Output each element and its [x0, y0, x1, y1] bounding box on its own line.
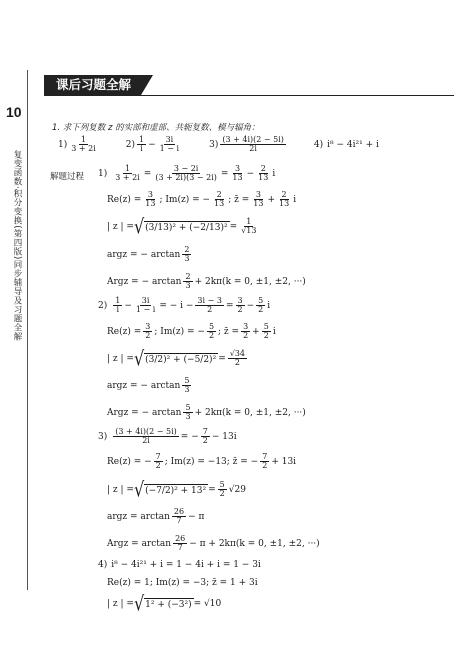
solution-4-line-3	[107, 591, 222, 616]
item-number: 3)	[209, 139, 219, 150]
math-text: argz = − arctan	[107, 380, 181, 391]
math-text: 2	[207, 305, 213, 315]
math-text: 1² + (−3²)	[145, 600, 192, 610]
fraction	[143, 323, 152, 341]
math-text: −	[246, 168, 255, 179]
math-text: ; z̄ =	[228, 194, 250, 205]
math-text: + 2kπ(k = 0, ±1, ±2, ···)	[194, 407, 306, 418]
square-root	[133, 214, 230, 239]
math-text: =	[218, 353, 226, 364]
math-text: 2i	[249, 144, 257, 154]
fraction	[182, 377, 191, 395]
fraction	[69, 136, 98, 154]
solution-4-line-2	[107, 578, 258, 588]
math-text: Re(z) = −	[107, 456, 152, 467]
fraction	[251, 191, 265, 209]
solution-1-line-4	[107, 246, 193, 264]
fraction	[228, 350, 247, 368]
math-text: 13	[214, 199, 225, 209]
math-text: +	[252, 326, 260, 337]
math-text: i	[116, 305, 120, 315]
fraction	[113, 297, 122, 315]
math-text: 5	[219, 480, 225, 489]
math-text: √34	[229, 349, 246, 358]
math-text: 26	[173, 507, 185, 516]
fraction	[172, 508, 186, 526]
math-text: 5	[184, 376, 190, 385]
math-text: 7	[177, 543, 183, 553]
math-text: 2	[237, 305, 243, 315]
question-items	[58, 136, 405, 154]
math-text: 13	[145, 199, 156, 209]
math-text: 1	[246, 217, 252, 226]
math-text: −	[246, 300, 255, 311]
math-text: − π	[188, 511, 205, 522]
solution-3-line-4	[107, 508, 204, 526]
question-item-2	[126, 136, 183, 154]
math-text: Re(z) =	[107, 194, 142, 205]
math-text: 2	[234, 358, 240, 368]
math-text: 3	[185, 281, 191, 291]
solution-2-line-3	[107, 346, 249, 371]
math-text: 5	[185, 403, 191, 412]
math-text: 3	[184, 385, 190, 395]
banner-corner	[141, 75, 153, 95]
radical-sign-icon: √	[133, 346, 145, 371]
math-text: | z | =	[107, 484, 134, 495]
math-text: =	[208, 484, 216, 495]
fraction	[239, 218, 258, 236]
fraction	[154, 453, 163, 471]
math-text: 13	[258, 173, 269, 183]
solution-3-line-3	[107, 477, 246, 502]
solution-4-line-1	[98, 560, 261, 570]
math-text: 3 + 2i	[71, 144, 96, 154]
math-text: 3	[234, 164, 241, 173]
math-text: 7	[202, 427, 208, 436]
math-text: √29	[228, 484, 246, 495]
math-text: Re(z) = 1; Im(z) = −3; z̄ = 1 + 3i	[107, 578, 258, 588]
solution-2-line-1	[98, 297, 270, 315]
item-number: 4)	[313, 139, 324, 150]
fraction	[207, 323, 216, 341]
math-text: i	[272, 168, 276, 179]
fraction	[218, 481, 227, 499]
fraction	[230, 165, 244, 183]
solution-3-line-2	[107, 453, 296, 471]
math-text: 13	[253, 199, 264, 209]
math-text: Argz = arctan	[107, 538, 172, 549]
math-text: 5	[258, 296, 264, 305]
math-text: ; Im(z) = −	[159, 194, 211, 205]
math-text: + 2kπ(k = 0, ±1, ±2, ···)	[194, 276, 306, 287]
math-text: 3	[145, 322, 151, 331]
math-text: 3	[243, 322, 249, 331]
book-title: 复变函数·积分变换(第四版)同步辅导及习题全解	[12, 150, 22, 341]
fraction	[256, 297, 265, 315]
math-text: 3i	[141, 296, 150, 305]
math-text: 7	[262, 452, 268, 461]
math-text: =	[229, 221, 238, 232]
fraction	[195, 297, 224, 315]
solution-3-line-1	[98, 428, 237, 446]
solution-1-line-3	[107, 214, 260, 239]
math-text: 3	[237, 296, 243, 305]
math-text: 1 − i	[135, 305, 156, 315]
question-item-4	[314, 140, 379, 150]
fraction	[173, 535, 187, 553]
math-text: argz = − arctan	[107, 249, 181, 260]
math-text: 5	[263, 322, 269, 331]
solution-1-line-1	[98, 165, 275, 183]
math-text: | z | =	[107, 221, 134, 232]
math-text: 4)	[98, 560, 108, 570]
solution-2-line-4	[107, 377, 193, 395]
math-text: 1	[124, 164, 131, 173]
item-number: 1)	[58, 139, 68, 150]
math-text: 3i	[165, 135, 174, 144]
fraction	[260, 453, 269, 471]
math-text: 2	[145, 331, 151, 341]
math-text: argz = arctan	[107, 511, 170, 522]
math-text: | z | =	[107, 353, 134, 364]
math-text: 3 + 2i	[115, 173, 140, 183]
fraction	[256, 165, 270, 183]
question-item-3	[209, 136, 288, 154]
solution-2-line-2	[107, 323, 276, 341]
math-text: (3/13)² + (−2/13)²	[145, 222, 228, 233]
page-number: 10	[6, 104, 22, 120]
solution-1-line-2	[107, 191, 296, 209]
square-root	[133, 591, 194, 616]
math-text: 2	[208, 331, 215, 341]
fraction	[183, 404, 192, 422]
math-text: 2	[185, 272, 191, 281]
fraction	[143, 191, 157, 209]
fraction	[241, 323, 250, 341]
fraction	[153, 165, 219, 183]
math-text: 5	[208, 322, 215, 331]
math-text: 2	[216, 190, 222, 199]
math-text: 3)	[98, 431, 108, 442]
math-text: (3 + 4i)(2 − 5i)	[222, 135, 284, 144]
math-text: 2	[184, 245, 190, 254]
math-text: 2	[258, 305, 264, 315]
math-text: 2	[262, 461, 268, 471]
math-text: 3 − 2i	[173, 164, 199, 173]
math-text: 1 − i	[159, 144, 180, 154]
math-text: 1)	[98, 168, 108, 179]
math-text: =	[220, 168, 229, 179]
math-text: i	[293, 194, 297, 205]
math-text: 2	[281, 190, 287, 199]
question-item-1	[58, 136, 100, 154]
fraction	[134, 297, 157, 315]
math-text: ; Im(z) = −13; z̄ = −	[164, 456, 259, 467]
math-text: −	[124, 300, 132, 311]
math-text: = − i −	[159, 300, 194, 311]
math-text: 1	[139, 135, 145, 144]
item-number: 2)	[125, 139, 136, 150]
fraction	[113, 165, 142, 183]
math-text: 2	[202, 436, 208, 446]
fraction	[183, 273, 192, 291]
math-text: i	[272, 326, 276, 337]
math-text: 3	[255, 190, 261, 199]
solution-2-line-5	[107, 404, 306, 422]
fraction	[236, 297, 245, 315]
math-text: Argz = − arctan	[107, 407, 182, 418]
math-text: 3	[147, 190, 153, 199]
math-text: | z | =	[107, 599, 134, 609]
math-text: ; z̄ =	[218, 326, 240, 337]
math-text: 13	[232, 173, 243, 183]
math-text: i	[140, 144, 143, 154]
math-text: 7	[176, 516, 182, 526]
math-text: 1	[80, 135, 87, 144]
math-text: (3 + 2i)(3 − 2i)	[155, 173, 217, 183]
operator: −	[148, 139, 156, 150]
fraction	[277, 191, 291, 209]
math-text: Re(z) =	[107, 326, 142, 337]
radical-sign-icon: √	[133, 477, 145, 502]
section-title: 课后习题全解	[44, 75, 141, 95]
math-text: (3 + 4i)(2 − 5i)	[115, 427, 177, 436]
square-root	[133, 346, 218, 371]
question-title: 1. 求下列复数 z 的实部和虚部、共轭复数、模与辐角：	[52, 123, 260, 133]
fraction	[262, 323, 271, 341]
solution-1-line-5	[107, 273, 306, 291]
fraction	[158, 136, 181, 154]
banner-underline	[44, 95, 454, 96]
math-text: 1	[115, 296, 121, 305]
math-text: 2	[260, 164, 266, 173]
section-banner	[44, 75, 153, 95]
expression: i⁸ − 4i²¹ + i	[327, 139, 379, 150]
math-text: − π + 2kπ(k = 0, ±1, ±2, ···)	[189, 538, 320, 549]
math-text: − 13i	[211, 431, 237, 442]
sidebar	[0, 0, 30, 653]
math-text: 3	[184, 254, 190, 264]
sidebar-divider	[27, 70, 28, 590]
radical-sign-icon: √	[133, 591, 145, 616]
math-text: 2i	[142, 436, 150, 446]
math-text: √13	[241, 226, 257, 236]
math-text: 13	[279, 199, 290, 209]
math-text: 2	[155, 461, 161, 471]
fraction	[220, 136, 286, 154]
fraction	[182, 246, 191, 264]
math-text: +	[267, 194, 275, 205]
math-text: i	[267, 300, 271, 311]
math-text: =	[143, 168, 152, 179]
math-text: 3i − 3	[197, 296, 222, 305]
fraction	[113, 428, 179, 446]
math-text: (−7/2)² + 13²	[145, 485, 207, 496]
fraction	[212, 191, 226, 209]
square-root	[133, 477, 208, 502]
math-text: = √10	[193, 599, 222, 609]
math-text: 2	[219, 489, 225, 499]
math-text: 7	[155, 452, 161, 461]
radical-sign-icon: √	[133, 214, 145, 239]
math-text: (3/2)² + (−5/2)²	[145, 354, 217, 365]
math-text: =	[225, 300, 234, 311]
math-text: 2	[243, 331, 249, 341]
math-text: ; Im(z) = −	[154, 326, 205, 337]
math-text: 2	[263, 331, 269, 341]
math-text: 3	[185, 412, 191, 422]
fraction	[137, 136, 146, 154]
math-text: 2)	[98, 300, 108, 311]
solution-3-line-5	[107, 535, 320, 553]
math-text: + 13i	[271, 456, 297, 467]
solution-label: 解题过程	[50, 172, 85, 182]
fraction	[201, 428, 210, 446]
math-text: i⁸ − 4i²¹ + i = 1 − 4i + i = 1 − 3i	[111, 560, 261, 570]
math-text: 26	[175, 534, 186, 543]
math-text: Argz = − arctan	[107, 276, 182, 287]
math-text: = −	[180, 431, 199, 442]
